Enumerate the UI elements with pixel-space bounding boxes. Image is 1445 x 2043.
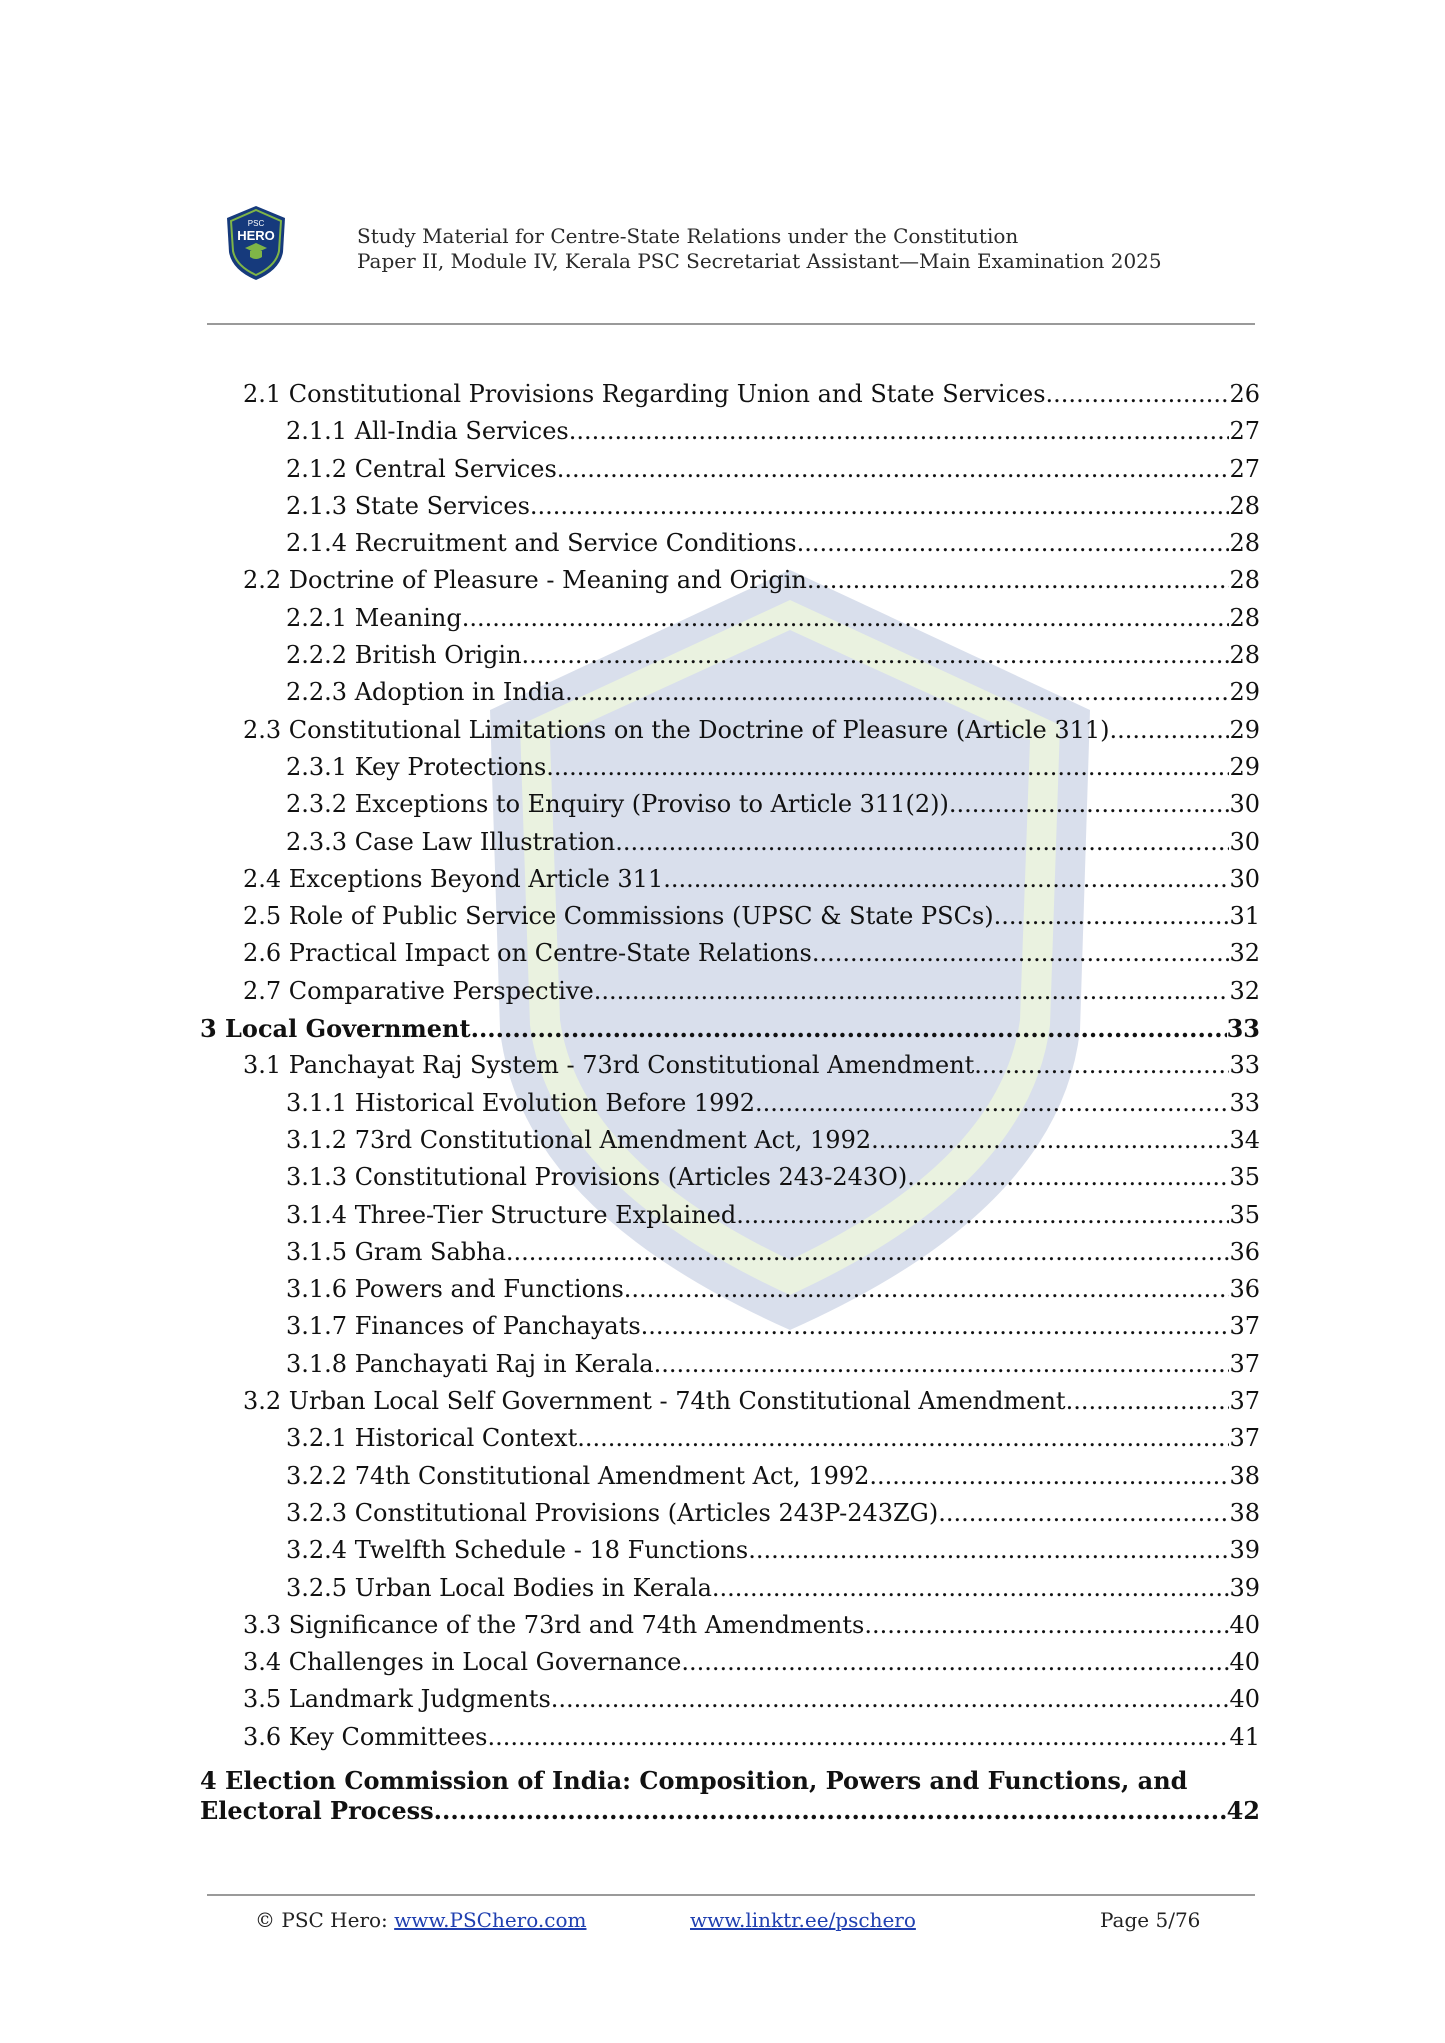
- toc-entry[interactable]: [200, 417, 1260, 454]
- toc-entry-title: 3.1.3 Constitutional Provisions (Articles 243-243O): [286, 1163, 908, 1192]
- toc-entry[interactable]: [200, 1275, 1260, 1312]
- toc-dot-leader: [755, 1089, 1229, 1117]
- logo-top-text: PSC: [247, 219, 265, 228]
- toc-entry-page: 28: [1229, 491, 1260, 520]
- toc-entry[interactable]: [200, 1462, 1260, 1499]
- toc-entry-title: 2.1.4 Recruitment and Service Conditions: [286, 529, 797, 558]
- toc-entry-page: 35: [1229, 1200, 1260, 1229]
- toc-entry-title: 3.2 Urban Local Self Government - 74th Constitutional Amendment: [243, 1387, 1066, 1416]
- toc-entry-page: 37: [1229, 1387, 1260, 1416]
- toc-entry-page: 40: [1229, 1685, 1260, 1714]
- toc-entry-title: 3.3 Significance of the 73rd and 74th Amendments: [243, 1610, 865, 1639]
- toc-dot-leader: [577, 1424, 1229, 1452]
- toc-entry[interactable]: [200, 977, 1260, 1014]
- toc-entry-title: 3.1.5 Gram Sabha: [286, 1237, 506, 1266]
- toc-entry-title: 3.1.6 Powers and Functions: [286, 1275, 624, 1304]
- toc-entry-page: 42: [1226, 1795, 1260, 1825]
- toc-entry-page: 32: [1229, 939, 1260, 968]
- toc-entry[interactable]: [200, 939, 1260, 976]
- toc-entry-title: 2.6 Practical Impact on Centre-State Relations: [243, 939, 812, 968]
- toc-entry-title: 3.1.2 73rd Constitutional Amendment Act, 1992: [286, 1125, 872, 1154]
- toc-entry-page: 29: [1229, 678, 1260, 707]
- toc-entry[interactable]: [200, 753, 1260, 790]
- toc-entry[interactable]: [200, 1387, 1260, 1424]
- toc-entry-title: 3.5 Landmark Judgments: [243, 1685, 551, 1714]
- toc-entry-title: 2.7 Comparative Perspective: [243, 976, 594, 1005]
- toc-entry-title: 2.1.2 Central Services: [286, 454, 557, 483]
- toc-entry[interactable]: [200, 1685, 1260, 1722]
- toc-dot-leader: [797, 529, 1230, 557]
- toc-entry-page: 30: [1229, 864, 1260, 893]
- toc-entry-page: 38: [1229, 1461, 1260, 1490]
- toc-entry-page: 28: [1229, 529, 1260, 558]
- toc-entry-title: 2.2.2 British Origin: [286, 641, 522, 670]
- toc-entry-page: 27: [1229, 417, 1260, 446]
- toc-entry-title: 2.3 Constitutional Limitations on the Doctrine of Pleasure (Article 311): [243, 715, 1110, 744]
- toc-entry-title: 2.3.2 Exceptions to Enquiry (Proviso to Article 311(2)): [286, 790, 949, 819]
- toc-dot-leader: [594, 977, 1230, 1005]
- toc-entry-page: 37: [1229, 1424, 1260, 1453]
- toc-entry[interactable]: [200, 1350, 1260, 1387]
- toc-dot-leader: [907, 1163, 1229, 1191]
- toc-entry-title: 3.2.5 Urban Local Bodies in Kerala: [286, 1573, 712, 1602]
- toc-entry-page: 40: [1229, 1610, 1260, 1639]
- toc-entry[interactable]: [200, 1536, 1260, 1573]
- toc-dot-leader: [938, 1499, 1229, 1527]
- toc-dot-leader: [1066, 1387, 1230, 1415]
- toc-dot-leader: [1046, 380, 1230, 408]
- footer-divider: [207, 1894, 1255, 1896]
- toc-dot-leader: [615, 828, 1229, 856]
- toc-entry[interactable]: [200, 1574, 1260, 1611]
- toc-dot-leader: [557, 455, 1230, 483]
- toc-dot-leader: [569, 417, 1230, 445]
- toc-entry-title: 3.1.7 Finances of Panchayats: [286, 1312, 641, 1341]
- toc-entry-title: 2.2.3 Adoption in India: [286, 678, 566, 707]
- toc-entry-title: 2.4 Exceptions Beyond Article 311: [243, 864, 664, 893]
- toc-entry-page: 39: [1229, 1573, 1260, 1602]
- toc-entry-title-line2: Electoral Process: [200, 1795, 434, 1825]
- toc-entry-page: 28: [1229, 641, 1260, 670]
- toc-entry-page: 33: [1229, 1051, 1260, 1080]
- toc-entry-title: 3.2.2 74th Constitutional Amendment Act, 1992: [286, 1461, 870, 1490]
- toc-entry-page: 36: [1229, 1237, 1260, 1266]
- toc-entry-page: 41: [1229, 1722, 1260, 1751]
- toc-entry[interactable]: [200, 1499, 1260, 1536]
- toc-entry[interactable]: [200, 1089, 1260, 1126]
- toc-dot-leader: [712, 1574, 1230, 1602]
- toc-entry-title: 3.4 Challenges in Local Governance: [243, 1648, 682, 1677]
- toc-dot-leader: [871, 1126, 1229, 1154]
- toc-entry[interactable]: [200, 1648, 1260, 1685]
- toc-entry-title: 3.6 Key Committees: [243, 1722, 488, 1751]
- toc-entry-title: 3.2.4 Twelfth Schedule - 18 Functions: [286, 1536, 749, 1565]
- toc-entry-title: 3.1.4 Three-Tier Structure Explained: [286, 1200, 737, 1229]
- toc-entry-title: 2.2.1 Meaning: [286, 603, 462, 632]
- toc-entry-page: 34: [1229, 1125, 1260, 1154]
- toc-entry-page: 28: [1229, 603, 1260, 632]
- document-header: [357, 224, 1162, 274]
- toc-entry-title: 3.1.8 Panchayati Raj in Kerala: [286, 1349, 654, 1378]
- toc-entry[interactable]: [200, 529, 1260, 566]
- toc-dot-leader: [488, 1723, 1230, 1751]
- toc-entry-title: 3 Local Government: [200, 1014, 471, 1044]
- toc-entry-title: 3.1 Panchayat Raj System - 73rd Constitutional Amendment: [243, 1051, 975, 1080]
- toc-dot-leader: [812, 939, 1230, 967]
- toc-dot-leader: [864, 1611, 1229, 1639]
- toc-entry[interactable]: [200, 641, 1260, 678]
- header-subtitle: Paper II, Module IV, Kerala PSC Secretariat Assistant—Main Examination 2025: [357, 249, 1162, 273]
- toc-entry[interactable]: [200, 828, 1260, 865]
- toc-dot-leader: [565, 678, 1229, 706]
- toc-dot-leader: [462, 604, 1230, 632]
- header-divider: [207, 323, 1255, 325]
- toc-entry[interactable]: [200, 566, 1260, 603]
- toc-entry-page: 37: [1229, 1312, 1260, 1341]
- toc-entry-page: 39: [1229, 1536, 1260, 1565]
- toc-entry[interactable]: [200, 492, 1260, 529]
- header-title: Study Material for Centre-State Relations under the Constitution: [357, 224, 1019, 248]
- toc-dot-leader: [736, 1201, 1229, 1229]
- toc-entry[interactable]: [200, 678, 1260, 715]
- toc-entry-title: 3.2.1 Historical Context: [286, 1424, 578, 1453]
- toc-entry-page: 33: [1226, 1014, 1260, 1044]
- toc-dot-leader: [551, 1685, 1230, 1713]
- toc-dot-leader: [654, 1350, 1230, 1378]
- toc-entry-title: 2.3.1 Key Protections: [286, 752, 547, 781]
- toc-entry[interactable]: [200, 1424, 1260, 1461]
- toc-entry-title: 3.2.3 Constitutional Provisions (Articles 243P-243ZG): [286, 1498, 939, 1527]
- toc-chapter-entry[interactable]: [200, 1014, 1260, 1051]
- toc-entry-page: 28: [1229, 566, 1260, 595]
- toc-entry-title: 2.1 Constitutional Provisions Regarding Union and State Services: [243, 380, 1046, 408]
- toc-dot-leader: [530, 492, 1230, 520]
- linktree-link[interactable]: www.linktr.ee/pschero: [690, 1908, 916, 1932]
- toc-entry-title: 3.1.1 Historical Evolution Before 1992: [286, 1088, 755, 1117]
- toc-dot-leader: [994, 902, 1230, 930]
- toc-entry-page: 33: [1229, 1088, 1260, 1117]
- toc-entry-title: 2.1.1 All-India Services: [286, 417, 569, 446]
- toc-dot-leader: [869, 1462, 1229, 1490]
- toc-dot-leader: [546, 753, 1229, 781]
- toc-entry[interactable]: [200, 1051, 1260, 1088]
- toc-dot-leader: [624, 1275, 1230, 1303]
- toc-entry-page: 30: [1229, 790, 1260, 819]
- table-of-contents: [200, 380, 1260, 1826]
- toc-entry[interactable]: [200, 1312, 1260, 1349]
- toc-entry[interactable]: [200, 1238, 1260, 1275]
- toc-entry[interactable]: [200, 1611, 1260, 1648]
- toc-entry[interactable]: [200, 1201, 1260, 1238]
- toc-entry-page: 27: [1229, 454, 1260, 483]
- footer-copyright: [255, 1908, 587, 1932]
- toc-entry-page: 37: [1229, 1349, 1260, 1378]
- toc-entry-title: 2.3.3 Case Law Illustration: [286, 827, 616, 856]
- toc-entry-page: 40: [1229, 1648, 1260, 1677]
- toc-dot-leader: [663, 865, 1229, 893]
- toc-chapter-entry[interactable]: [200, 1766, 1260, 1826]
- pschero-website-link[interactable]: www.PSChero.com: [394, 1908, 587, 1932]
- toc-entry-page: 29: [1229, 715, 1260, 744]
- toc-entry-page: 35: [1229, 1163, 1260, 1192]
- toc-dot-leader: [974, 1051, 1229, 1079]
- toc-dot-leader: [506, 1238, 1230, 1266]
- toc-dot-leader: [748, 1536, 1229, 1564]
- logo-main-text: HERO: [237, 228, 275, 243]
- toc-dot-leader: [434, 1796, 1227, 1826]
- toc-entry-page: 36: [1229, 1275, 1260, 1304]
- toc-dot-leader: [641, 1312, 1230, 1340]
- toc-entry-page: 30: [1229, 827, 1260, 856]
- toc-dot-leader: [949, 790, 1230, 818]
- toc-entry-page: 26: [1229, 380, 1260, 408]
- toc-entry-title: 2.2 Doctrine of Pleasure - Meaning and Origin: [243, 566, 807, 595]
- toc-entry-page: 31: [1229, 902, 1260, 931]
- toc-entry[interactable]: [200, 902, 1260, 939]
- toc-entry[interactable]: [200, 1163, 1260, 1200]
- toc-entry[interactable]: [200, 1126, 1260, 1163]
- toc-dot-leader: [807, 566, 1230, 594]
- toc-entry[interactable]: [200, 865, 1260, 902]
- toc-entry[interactable]: [200, 604, 1260, 641]
- toc-entry-title: 2.5 Role of Public Service Commissions (UPSC & State PSCs): [243, 902, 994, 931]
- toc-dot-leader: [1109, 716, 1229, 744]
- toc-entry[interactable]: [200, 1723, 1260, 1760]
- toc-entry-page: 29: [1229, 752, 1260, 781]
- toc-entry[interactable]: [200, 380, 1260, 417]
- page-number: Page 5/76: [1100, 1908, 1201, 1932]
- toc-dot-leader: [681, 1648, 1229, 1676]
- toc-dot-leader: [522, 641, 1230, 669]
- toc-entry-page: 32: [1229, 976, 1260, 1005]
- toc-dot-leader: [471, 1014, 1227, 1043]
- copyright-text: © PSC Hero:: [255, 1908, 395, 1932]
- toc-entry[interactable]: [200, 455, 1260, 492]
- psc-hero-logo-icon: [225, 204, 287, 282]
- toc-entry-title-line1: 4 Election Commission of India: Composition, Powers and Functions, and: [200, 1765, 1188, 1795]
- toc-entry[interactable]: [200, 790, 1260, 827]
- toc-entry[interactable]: [200, 716, 1260, 753]
- toc-entry-title: 2.1.3 State Services: [286, 491, 530, 520]
- toc-entry-page: 38: [1229, 1498, 1260, 1527]
